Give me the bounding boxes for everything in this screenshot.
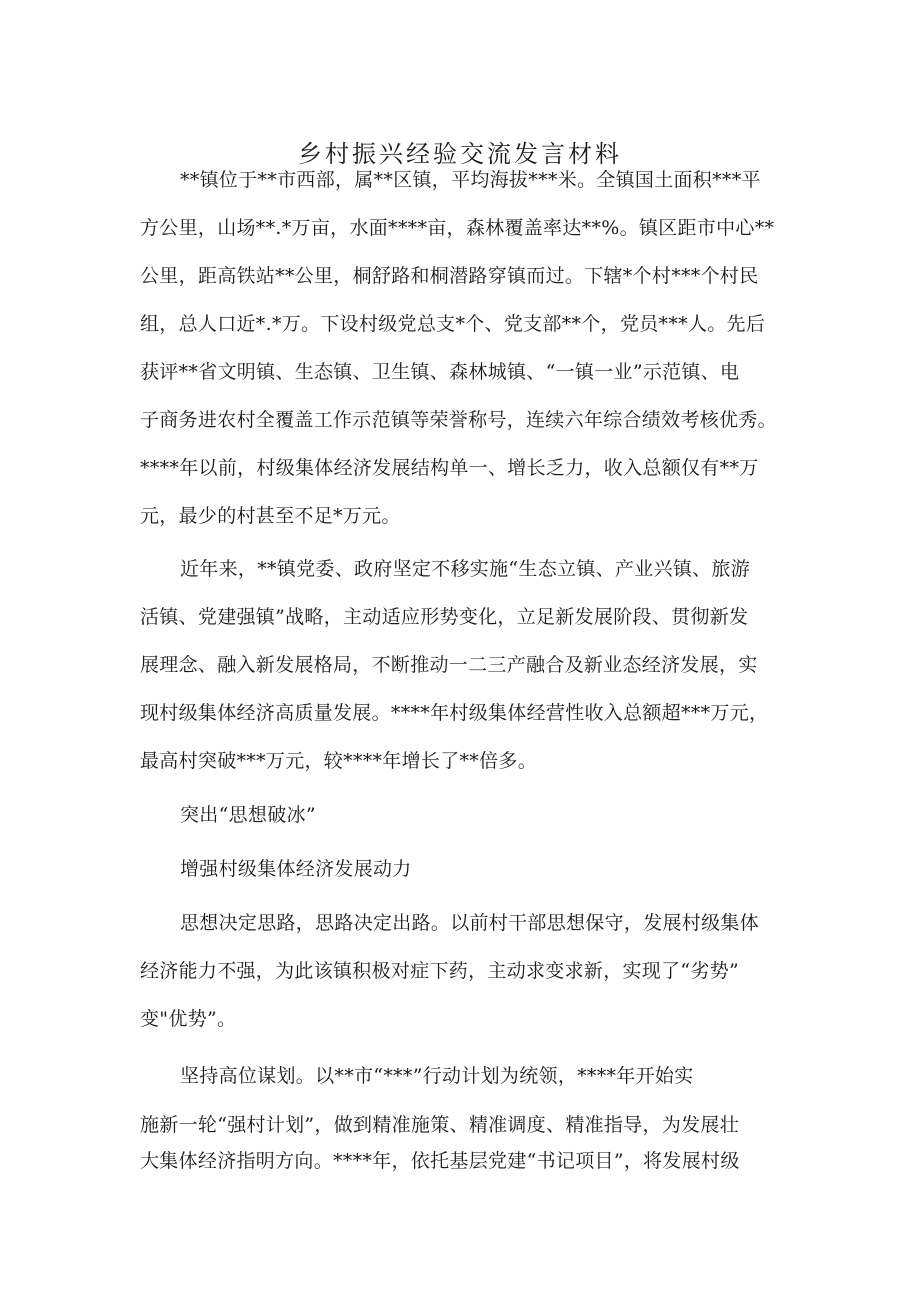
text-line: 变"优势”。 — [140, 1008, 237, 1030]
text-line: 经济能力不强，为此该镇积极对症下药，主动求变求新，实现了“劣势” — [140, 960, 740, 982]
text-line: 近年来，**镇党委、政府坚定不移实施“生态立镇、产业兴镇、旅游 — [180, 558, 751, 580]
text-line: 子商务进农村全覆盖工作示范镇等荣誉称号，连续六年综合绩效考核优秀。 — [140, 409, 777, 431]
text-line: 组，总人口近*.*万。下设村级党总支*个、党支部**个，党员***人。先后 — [140, 313, 766, 335]
text-line: 思想决定思路，思路决定出路。以前村干部思想保守，发展村级集体 — [180, 912, 760, 934]
document-title: 乡村振兴经验交流发言材料 — [298, 140, 622, 168]
text-line: 最高村突破***万元，较****年增长了**倍多。 — [140, 750, 538, 772]
text-line: 公里，距高铁站**公里，桐舒路和桐潜路穿镇而过。下辖*个村***个村民 — [140, 265, 759, 287]
section-heading: 突出“思想破冰” — [180, 804, 316, 826]
text-line: 施新一轮“强村计划”，做到精准施策、精准调度、精准指导，为发展壮 — [140, 1114, 740, 1136]
text-line: 元，最少的村甚至不足*万元。 — [140, 505, 401, 527]
text-line: ****年以前，村级集体经济发展结构单一、增长乏力，收入总额仅有**万 — [140, 457, 759, 479]
text-line: 现村级集体经济高质量发展。****年村级集体经营性收入总额超***万元， — [140, 702, 769, 724]
section-subheading: 增强村级集体经济发展动力 — [180, 858, 412, 880]
text-line: 获评**省文明镇、生态镇、卫生镇、森林城镇、“一镇一业”示范镇、电 — [140, 361, 740, 383]
text-line: 大集体经济指明方向。****年，依托基层党建“书记项目”，将发展村级 — [140, 1150, 740, 1172]
text-line: 展理念、融入新发展格局，不断推动一二三产融合及新业态经济发展，实 — [140, 654, 758, 676]
text-line: **镇位于**市西部，属**区镇，平均海拔***米。全镇国土面积***平 — [180, 169, 761, 191]
text-line: 活镇、党建强镇”战略，主动适应形势变化，立足新发展阶段、贯彻新发 — [140, 606, 749, 628]
text-line: 方公里，山场**.*万亩，水面****亩，森林覆盖率达**%。镇区距市中心** — [140, 217, 775, 239]
text-line: 坚持高位谋划。以**市“***”行动计划为统领，****年开始实 — [180, 1065, 694, 1087]
